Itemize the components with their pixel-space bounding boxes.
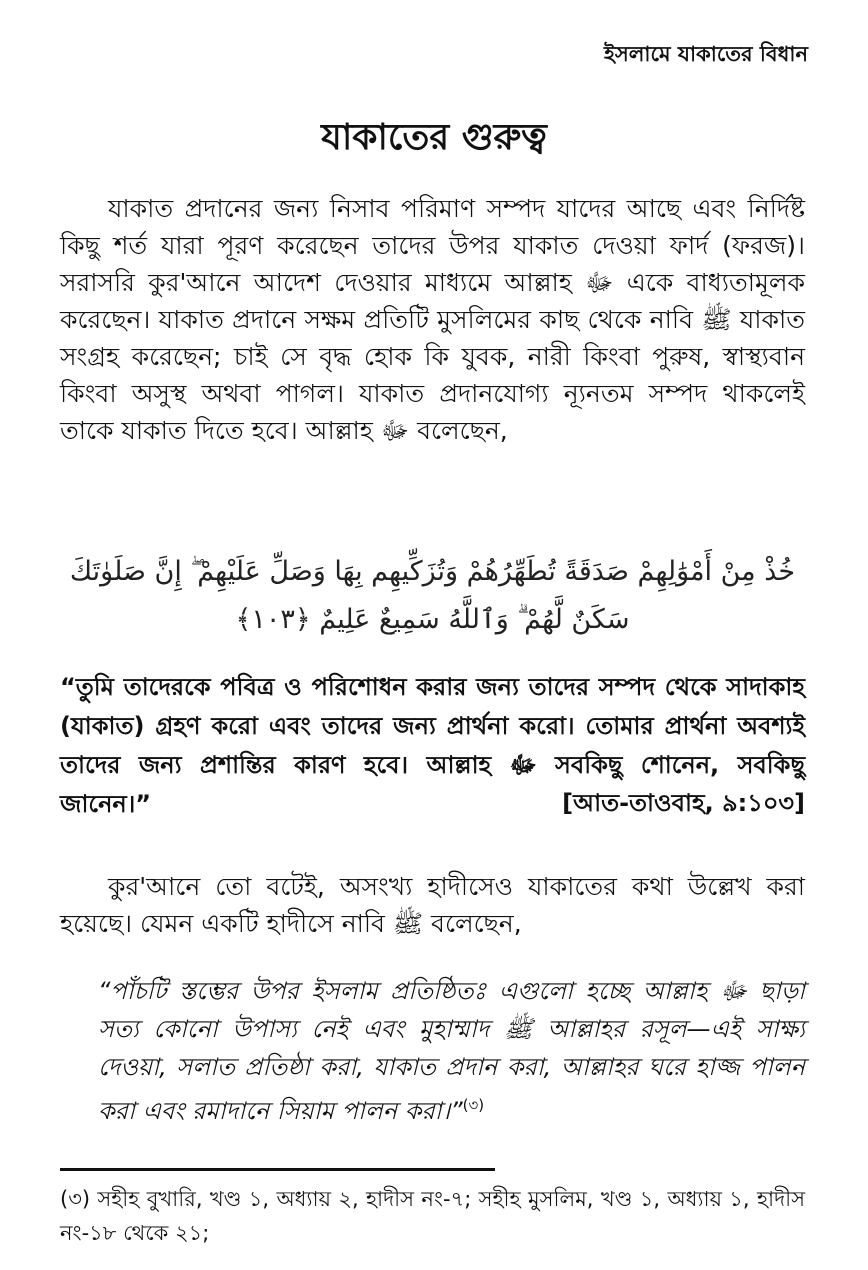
hadith-text: “পাঁচটি স্তম্ভের উপর ইসলাম প্রতিষ্ঠিতঃ এগুলো হচ্ছে আল্লাহ ﷻ ছাড়া সত্য কোনো উপাস্য নেই এবং মুহাম্মাদ ﷺ আল্লাহর রসূল—এই সাক্ষ্য দেওয়া, সলাত প্রতিষ্ঠা করা, যাকাত প্রদান করা, আল্লাহর ঘরে হাজ্জ পালন করা এবং রমাদানে সিয়াম পালন করা।”	[98, 977, 805, 1125]
chapter-title: যাকাতের গুরুত্ব	[321, 117, 547, 158]
hadith-intro-paragraph: কুর'আনে তো বটেই, অসংখ্য হাদীসেও যাকাতের কথা উল্লেখ করা হয়েছে। যেমন একটি হাদীসে নাবি ﷺ বলেছেন,	[60, 872, 805, 938]
running-header: ইসলামে যাকাতের বিধান	[603, 42, 808, 66]
footnote: (৩) সহীহ বুখারি, খণ্ড ১, অধ্যায় ২, হাদীস নং-৭; সহীহ মুসলিম, খণ্ড ১, অধ্যায় ১, হাদীস নং-১৮ থেকে ২১;	[60, 1187, 805, 1245]
intro-paragraph: যাকাত প্রদানের জন্য নিসাব পরিমাণ সম্পদ যাদের আছে এবং নির্দিষ্ট কিছু শর্ত যারা পূরণ করেছেন তাদের উপর যাকাত দেওয়া ফার্দ (ফরজ)। সরাসরি কুর'আনে আদেশ দেওয়ার মাধ্যমে আল্লাহ ﷻ একে বাধ্যতামূলক করেছেন। যাকাত প্রদানে সক্ষম প্রতিটি মুসলিমের কাছ থেকে নাবি ﷺ যাকাত সংগ্রহ করেছেন; চাই সে বৃদ্ধ হোক কি যুবক, নারী কিংবা পুরুষ, স্বাস্থ্যবান কিংবা অসুস্থ অথবা পাগল। যাকাত প্রদানযোগ্য ন্যূনতম সম্পদ থাকলেই তাকে যাকাত দিতে হবে। আল্লাহ ﷻ বলেছেন,	[60, 194, 805, 445]
footnote-marker: (৩)	[462, 1096, 485, 1114]
quran-translation: “তুমি তাদেরকে পবিত্র ও পরিশোধন করার জন্য তাদের সম্পদ থেকে সাদাকাহ (যাকাত) গ্রহণ করো এবং তাদের জন্য প্রার্থনা করো। তোমার প্রার্থনা অবশ্যই তাদের জন্য প্রশান্তির কারণ হবে। আল্লাহ ﷻ সবকিছু শোনেন, সবকিছু জানেন।”	[60, 673, 805, 818]
footnote-divider	[60, 1168, 495, 1171]
quran-verse-arabic: خُذْ مِنْ أَمْوَٰلِهِمْ صَدَقَةً تُطَهِّرُهُمْ وَتُزَكِّيهِم بِهَا وَصَلِّ عَلَيْهِمْ ۖ إِنَّ صَلَوٰتَكَ سَكَنٌ لَّهُمْ ۗ وَٱللَّهُ سَمِيعٌ عَلِيمٌ ﴿١٠٣﴾	[69, 556, 796, 635]
hadith-quote	[98, 972, 805, 1130]
verse-reference: [আত-তাওবাহ, ৯:১০৩]	[562, 789, 805, 817]
